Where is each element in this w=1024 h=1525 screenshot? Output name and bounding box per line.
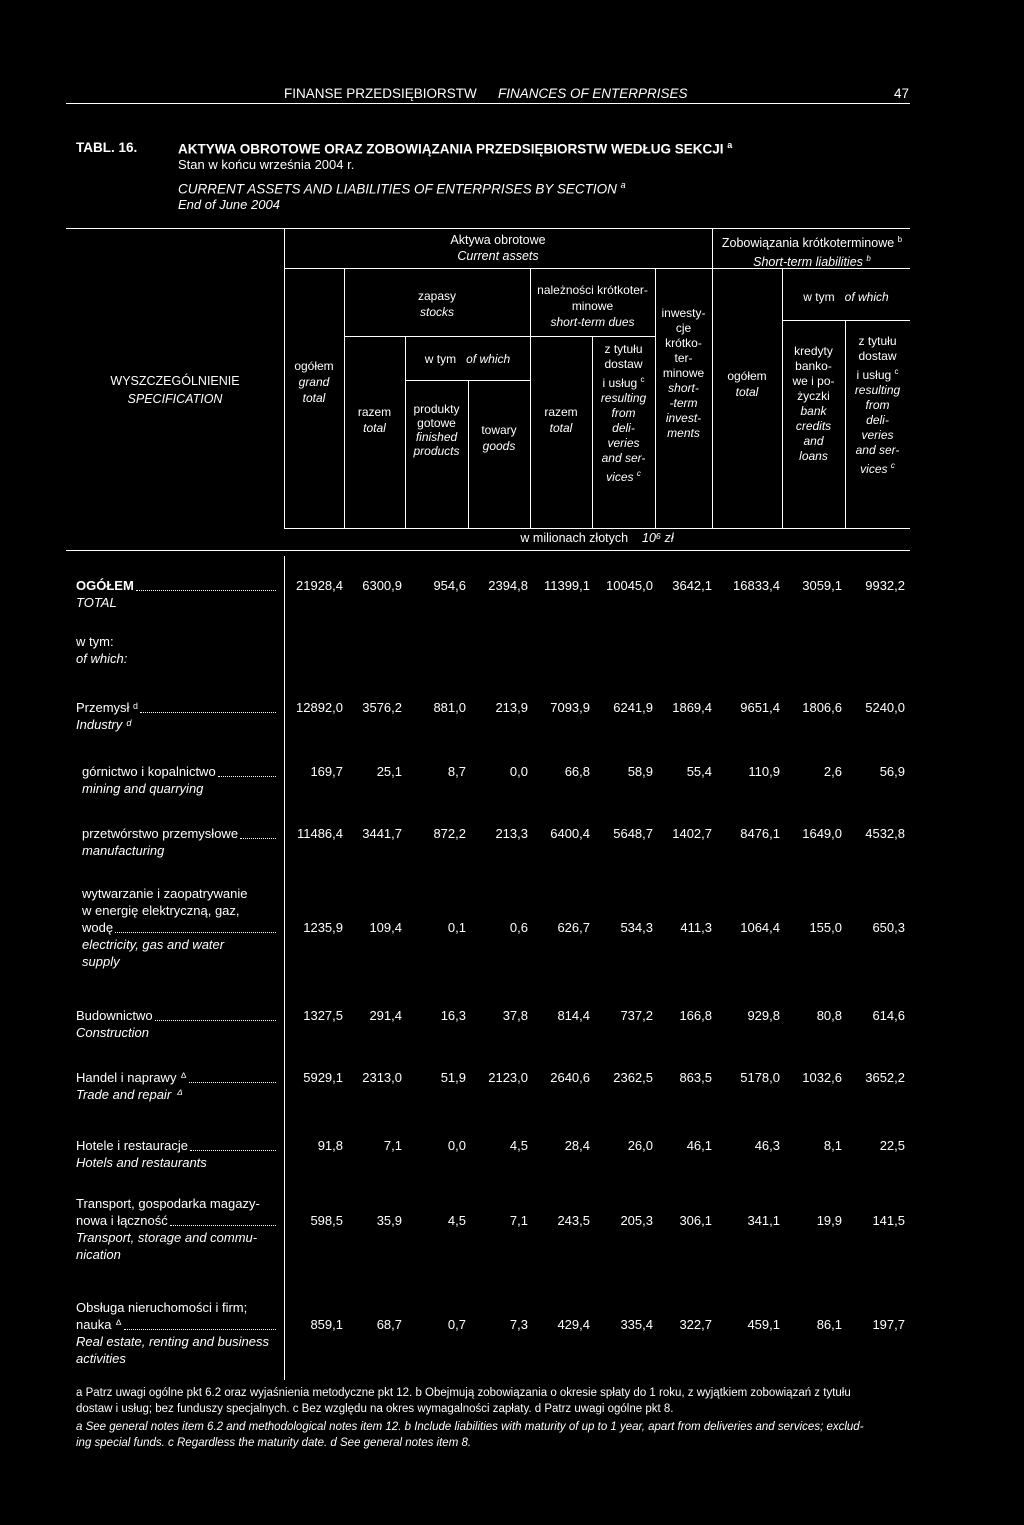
- spec-header: WYSZCZEGÓLNIENIE SPECIFICATION: [110, 374, 240, 406]
- header-bottom-rule: [66, 550, 910, 551]
- cell-value: 872,2: [433, 826, 466, 841]
- cell-value: 2362,5: [613, 1070, 653, 1085]
- cell-value: 341,1: [747, 1213, 780, 1228]
- cell-value: 2,6: [823, 764, 842, 779]
- page-number: 47: [894, 86, 910, 101]
- cell-value: 1649,0: [802, 826, 842, 841]
- cell-value: 5929,1: [303, 1070, 343, 1085]
- cell-value: 9932,2: [865, 578, 905, 593]
- liabilities-header: Zobowiązania krótkoterminowe $^b$ Short-term liabilities $^b$: [721, 235, 903, 270]
- cell-value: 614,6: [872, 1008, 905, 1023]
- footnote-en-2: ing special funds. c Regardless the maturity date. d See general notes item 8.: [76, 1437, 472, 1449]
- row-label: wodę: [82, 920, 278, 936]
- cell-value: 155,0: [809, 920, 842, 935]
- cell-value: 0,6: [509, 920, 528, 935]
- cell-value: 859,1: [310, 1317, 343, 1332]
- cell-value: 213,3: [495, 826, 528, 841]
- cell-value: 3441,7: [362, 826, 402, 841]
- cell-value: 5648,7: [613, 826, 653, 841]
- cell-value: 11486,4: [296, 826, 343, 841]
- stocks-header: zapasy stocks: [417, 289, 457, 319]
- row-label: Przemysł ᵈ: [76, 700, 278, 716]
- cell-value: 7,1: [383, 1138, 402, 1153]
- cell-value: 626,7: [557, 920, 590, 935]
- row-label: Industry ᵈ: [76, 717, 132, 732]
- cell-value: 7,1: [509, 1213, 528, 1228]
- cell-value: 4532,8: [865, 826, 905, 841]
- cell-value: 46,3: [754, 1138, 780, 1153]
- footnote-pl-2: dostaw i usług; bez funduszy specjalnych. c Bez względu na okres wymagalności zapłaty. d Patrz uwagi ogólne pkt 8.: [76, 1403, 674, 1415]
- cell-value: 459,1: [747, 1317, 780, 1332]
- cell-value: 8,1: [823, 1138, 842, 1153]
- row-label: Real estate, renting and business: [76, 1334, 269, 1349]
- cell-value: 650,3: [872, 920, 905, 935]
- row-label: supply: [82, 954, 120, 969]
- row-label: Transport, gospodarka magazy-: [76, 1196, 260, 1211]
- cell-value: 169,7: [310, 764, 343, 779]
- cell-value: 291,4: [369, 1008, 402, 1023]
- cell-value: 166,8: [679, 1008, 712, 1023]
- row-label: Hotele i restauracje: [76, 1138, 278, 1154]
- cell-value: 1032,6: [802, 1070, 842, 1085]
- cell-value: 213,9: [495, 700, 528, 715]
- cell-value: 80,8: [816, 1008, 842, 1023]
- cell-value: 5178,0: [740, 1070, 780, 1085]
- leader-dots: [155, 1020, 276, 1021]
- cell-value: 5240,0: [865, 700, 905, 715]
- table-subtitle-pl: Stan w końcu września 2004 r.: [178, 157, 355, 172]
- cell-value: 68,7: [376, 1317, 402, 1332]
- cell-value: 109,4: [369, 920, 402, 935]
- cell-value: 205,3: [620, 1213, 653, 1228]
- cell-value: 8,7: [447, 764, 466, 779]
- cell-value: 598,5: [310, 1213, 343, 1228]
- cell-value: 35,9: [376, 1213, 402, 1228]
- row-label: Budownictwo: [76, 1008, 278, 1024]
- row-label: Transport, storage and commu-: [76, 1230, 258, 1245]
- cell-value: 6400,4: [550, 826, 590, 841]
- row-label: of which:: [76, 651, 128, 666]
- cell-value: 929,8: [747, 1008, 780, 1023]
- footnote-en-1: a See general notes item 6.2 and methodological notes item 12. b Include liabilities with maturity of up to 1 year, apart from deliveries and services; exclud-: [76, 1421, 864, 1433]
- cell-value: 22,5: [879, 1138, 905, 1153]
- cell-value: 28,4: [564, 1138, 590, 1153]
- row-label: w energię elektryczną, gaz,: [82, 903, 240, 918]
- goods-header: towary goods: [481, 423, 517, 453]
- cell-value: 1869,4: [672, 700, 712, 715]
- leader-dots: [136, 590, 276, 591]
- table-subtitle-en: End of June 2004: [178, 197, 280, 212]
- cell-value: 1402,7: [672, 826, 712, 841]
- leader-dots: [189, 1082, 276, 1083]
- table-title-en: CURRENT ASSETS AND LIABILITIES OF ENTERPRISES BY SECTION $^a$: [178, 180, 626, 197]
- leader-dots: [170, 1225, 276, 1226]
- table-number: TABL. 16.: [76, 140, 138, 155]
- stocks-total-header: razem total: [357, 405, 392, 435]
- cell-value: 2394,8: [488, 578, 528, 593]
- grand-total-header: ogółem grand total: [294, 359, 334, 405]
- cell-value: 881,0: [433, 700, 466, 715]
- cell-value: 21928,4: [296, 578, 343, 593]
- cell-value: 814,4: [557, 1008, 590, 1023]
- cell-value: 6300,9: [362, 578, 402, 593]
- cell-value: 2640,6: [550, 1070, 590, 1085]
- leader-dots: [190, 1150, 276, 1151]
- cell-value: 26,0: [627, 1138, 653, 1153]
- running-header-pl: FINANSE PRZEDSIĘBIORSTW: [284, 86, 477, 101]
- leader-dots: [240, 838, 276, 839]
- cell-value: 7,3: [509, 1317, 528, 1332]
- table-title-pl: AKTYWA OBROTOWE ORAZ ZOBOWIĄZANIA PRZEDSIĘBIORSTW WEDŁUG SEKCJI $^a$: [178, 140, 733, 157]
- row-label: electricity, gas and water: [82, 937, 225, 952]
- cell-value: 1235,9: [303, 920, 343, 935]
- cell-value: 4,5: [509, 1138, 528, 1153]
- row-label: TOTAL: [76, 595, 117, 610]
- row-label: nication: [76, 1247, 121, 1262]
- cell-value: 4,5: [447, 1213, 466, 1228]
- cell-value: 110,9: [748, 764, 780, 779]
- cell-value: 37,8: [502, 1008, 528, 1023]
- leader-dots: [115, 932, 276, 933]
- cell-value: 1806,6: [802, 700, 842, 715]
- cell-value: 737,2: [620, 1008, 653, 1023]
- row-label: Trade and repair ᐞ: [76, 1087, 182, 1102]
- current-assets-header: Aktywa obrotowe Current assets: [450, 233, 546, 263]
- units-label: w milionach złotych 10⁶ zł: [520, 531, 674, 545]
- header-top-rule: [66, 228, 910, 229]
- dues-deliveries-header: z tytułu dostaw i usług $^c$ resulting from deli- veries and ser- vices $^c$: [600, 342, 647, 484]
- dues-header: należności krótkoter- minowe short-term dues: [537, 283, 648, 329]
- cell-value: 12892,0: [296, 700, 343, 715]
- cell-value: 429,4: [557, 1317, 590, 1332]
- cell-value: 0,0: [509, 764, 528, 779]
- row-label: nowa i łączność: [76, 1213, 278, 1229]
- row-label: Handel i naprawy ᐞ: [76, 1070, 278, 1086]
- cell-value: 0,7: [447, 1317, 466, 1332]
- row-label: przetwórstwo przemysłowe: [82, 826, 278, 842]
- running-header-en: FINANCES OF ENTERPRISES: [498, 86, 688, 101]
- finished-products-header: produkty gotowe finished products: [413, 402, 460, 458]
- row-label: w tym:: [76, 634, 114, 649]
- cell-value: 11399,1: [543, 578, 590, 593]
- cell-value: 9651,4: [740, 700, 780, 715]
- body-separator: [284, 556, 285, 1380]
- cell-value: 16,3: [440, 1008, 466, 1023]
- cell-value: 0,1: [447, 920, 466, 935]
- cell-value: 2313,0: [362, 1070, 402, 1085]
- row-label: Obsługa nieruchomości i firm;: [76, 1300, 248, 1315]
- cell-value: 56,9: [879, 764, 905, 779]
- cell-value: 243,5: [557, 1213, 590, 1228]
- leader-dots: [124, 1329, 276, 1330]
- cell-value: 2123,0: [488, 1070, 528, 1085]
- row-label: OGÓŁEM: [76, 578, 278, 594]
- cell-value: 3652,2: [865, 1070, 905, 1085]
- cell-value: 86,1: [816, 1317, 842, 1332]
- cell-value: 55,4: [686, 764, 712, 779]
- cell-value: 141,5: [872, 1213, 905, 1228]
- cell-value: 10045,0: [606, 578, 653, 593]
- cell-value: 46,1: [686, 1138, 712, 1153]
- cell-value: 954,6: [433, 578, 466, 593]
- cell-value: 6241,9: [613, 700, 653, 715]
- row-label: manufacturing: [82, 843, 165, 858]
- leader-dots: [140, 712, 276, 713]
- cell-value: 411,3: [680, 920, 712, 935]
- row-label: wytwarzanie i zaopatrywanie: [82, 886, 248, 901]
- cell-value: 863,5: [679, 1070, 712, 1085]
- investments-header: inwesty- cje krótko- ter- minowe short- -term invest- ments: [661, 306, 706, 440]
- row-label: Hotels and restaurants: [76, 1155, 207, 1170]
- stocks-of-which-header: w tym of which: [424, 352, 511, 366]
- cell-value: 51,9: [440, 1070, 466, 1085]
- cell-value: 58,9: [627, 764, 653, 779]
- row-label: Construction: [76, 1025, 149, 1040]
- cell-value: 0,0: [447, 1138, 466, 1153]
- cell-value: 25,1: [376, 764, 402, 779]
- cell-value: 66,8: [564, 764, 590, 779]
- cell-value: 1327,5: [303, 1008, 343, 1023]
- cell-value: 3059,1: [802, 578, 842, 593]
- cell-value: 306,1: [679, 1213, 712, 1228]
- cell-value: 16833,4: [733, 578, 780, 593]
- liab-of-which-header: w tym of which: [803, 290, 889, 304]
- cell-value: 335,4: [620, 1317, 653, 1332]
- liab-deliveries-header: z tytułu dostaw i usług $^c$ resulting from deli- veries and ser- vices $^c$: [854, 334, 901, 476]
- header-rule: [66, 103, 910, 104]
- cell-value: 3642,1: [672, 578, 712, 593]
- cell-value: 8476,1: [740, 826, 780, 841]
- row-label: mining and quarrying: [82, 781, 204, 796]
- cell-value: 197,7: [872, 1317, 905, 1332]
- cell-value: 19,9: [816, 1213, 842, 1228]
- cell-value: 7093,9: [550, 700, 590, 715]
- cell-value: 534,3: [620, 920, 653, 935]
- liab-total-header: ogółem total: [727, 369, 767, 399]
- row-label: activities: [76, 1351, 126, 1366]
- leader-dots: [218, 776, 276, 777]
- row-label: nauka ᐞ: [76, 1317, 278, 1333]
- cell-value: 1064,4: [740, 920, 780, 935]
- dues-total-header: razem total: [544, 405, 578, 435]
- cell-value: 3576,2: [362, 700, 402, 715]
- footnote-pl-1: a Patrz uwagi ogólne pkt 6.2 oraz wyjaśnienia metodyczne pkt 12. b Obejmują zobowiązania o okresie spłaty do 1 roku, z wyjątkiem zobowiązań z tytułu: [76, 1387, 851, 1399]
- cell-value: 91,8: [317, 1138, 343, 1153]
- cell-value: 322,7: [679, 1317, 712, 1332]
- credits-header: kredyty banko- we i po- życzki bank credits and loans: [792, 344, 835, 463]
- row-label: górnictwo i kopalnictwo: [82, 764, 278, 780]
